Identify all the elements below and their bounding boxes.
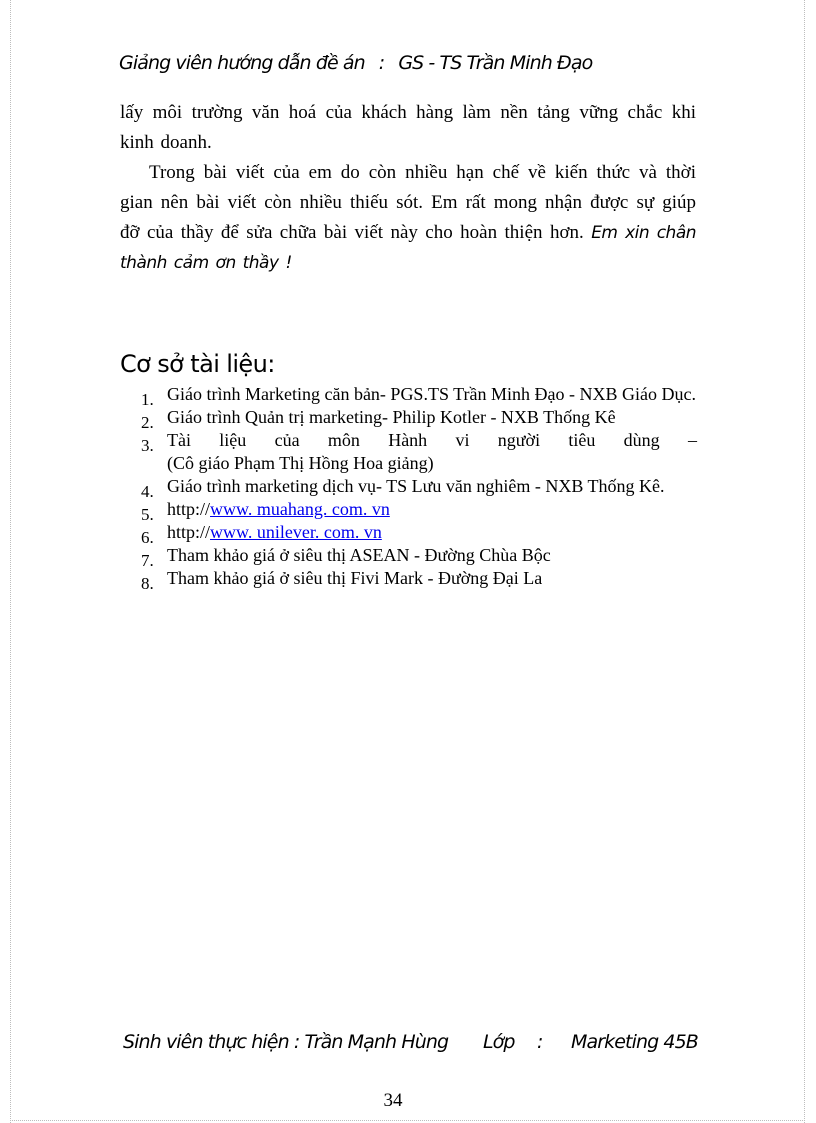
footer-class-label: Lớp	[483, 1031, 515, 1053]
references-list	[141, 383, 701, 593]
header-advisor-name: GS - TS Trần Minh Đạo	[398, 52, 593, 74]
reference-url	[167, 521, 697, 544]
paragraph-2-text: Trong bài viết của em do còn nhiều hạn chế về kiến thức và thời gian nên bài viết còn nhiều thiếu sót. Em rất mong nhận được sự giúp đỡ của thầy để sửa chữa bài viết này cho hoàn thiện hơn.	[120, 162, 696, 243]
references-title: Cơ sở tài liệu:	[120, 350, 275, 378]
url-prefix: http://	[167, 499, 211, 519]
left-margin-guide	[10, 0, 11, 1123]
reference-number: 8.	[141, 574, 154, 593]
page-number: 34	[383, 1090, 403, 1111]
reference-item-3	[141, 429, 701, 475]
header-separator: :	[378, 52, 385, 74]
reference-number: 3.	[141, 436, 154, 455]
reference-text: Tham khảo giá ở siêu thị Fivi Mark - Đường Đại La	[167, 568, 543, 588]
reference-text: Tham khảo giá ở siêu thị ASEAN - Đường Chùa Bộc	[167, 545, 551, 565]
reference-number: 5.	[141, 505, 154, 524]
reference-url	[167, 498, 697, 521]
reference-number: 4.	[141, 482, 154, 501]
unilever-link[interactable]: www. unilever. com. vn	[210, 522, 382, 542]
reference-item-2	[141, 406, 701, 432]
url-prefix: http://	[167, 522, 211, 542]
footer-class-value: Marketing 45B	[571, 1031, 698, 1053]
reference-number: 2.	[141, 413, 154, 432]
right-margin-guide	[804, 0, 805, 1123]
footer-student-name: Trần Mạnh Hùng	[304, 1031, 449, 1053]
reference-text-line-1: Tài liệu của môn Hành vi người tiêu dùng –	[167, 430, 697, 450]
reference-item-5	[141, 498, 701, 524]
reference-number: 7.	[141, 551, 154, 570]
closing-thanks: Em xin chân thành cảm ơn thầy !	[120, 223, 697, 273]
reference-item-7	[141, 544, 701, 570]
paragraph-1: lấy môi trường văn hoá của khách hàng làm nền tảng vững chắc khi kinh doanh.	[120, 102, 696, 153]
reference-item-4	[141, 475, 701, 501]
header-advisor-label: Giảng viên hướng dẫn đề án	[119, 52, 365, 74]
reference-item-8	[141, 567, 701, 593]
reference-item-1	[141, 383, 701, 409]
reference-text: Giáo trình Marketing căn bản- PGS.TS Trần Minh Đạo - NXB Giáo Dục.	[167, 384, 696, 404]
page-header	[119, 52, 719, 74]
reference-text: Giáo trình marketing dịch vụ- TS Lưu văn nghiêm - NXB Thống Kê.	[167, 476, 665, 496]
footer-student-label: Sinh viên thực hiện :	[123, 1031, 300, 1053]
reference-number: 6.	[141, 528, 154, 547]
reference-number: 1.	[141, 390, 154, 409]
bottom-margin-guide	[10, 1120, 805, 1121]
muahang-link[interactable]: www. muahang. com. vn	[210, 499, 390, 519]
page-footer	[123, 1031, 723, 1053]
reference-text: Giáo trình Quản trị marketing- Philip Kotler - NXB Thống Kê	[167, 407, 616, 427]
reference-text-line-2: (Cô giáo Phạm Thị Hồng Hoa giảng)	[167, 453, 434, 473]
paragraph-2	[120, 158, 696, 278]
reference-item-6	[141, 521, 701, 547]
body-text	[120, 98, 696, 278]
footer-class-separator: :	[537, 1031, 543, 1053]
